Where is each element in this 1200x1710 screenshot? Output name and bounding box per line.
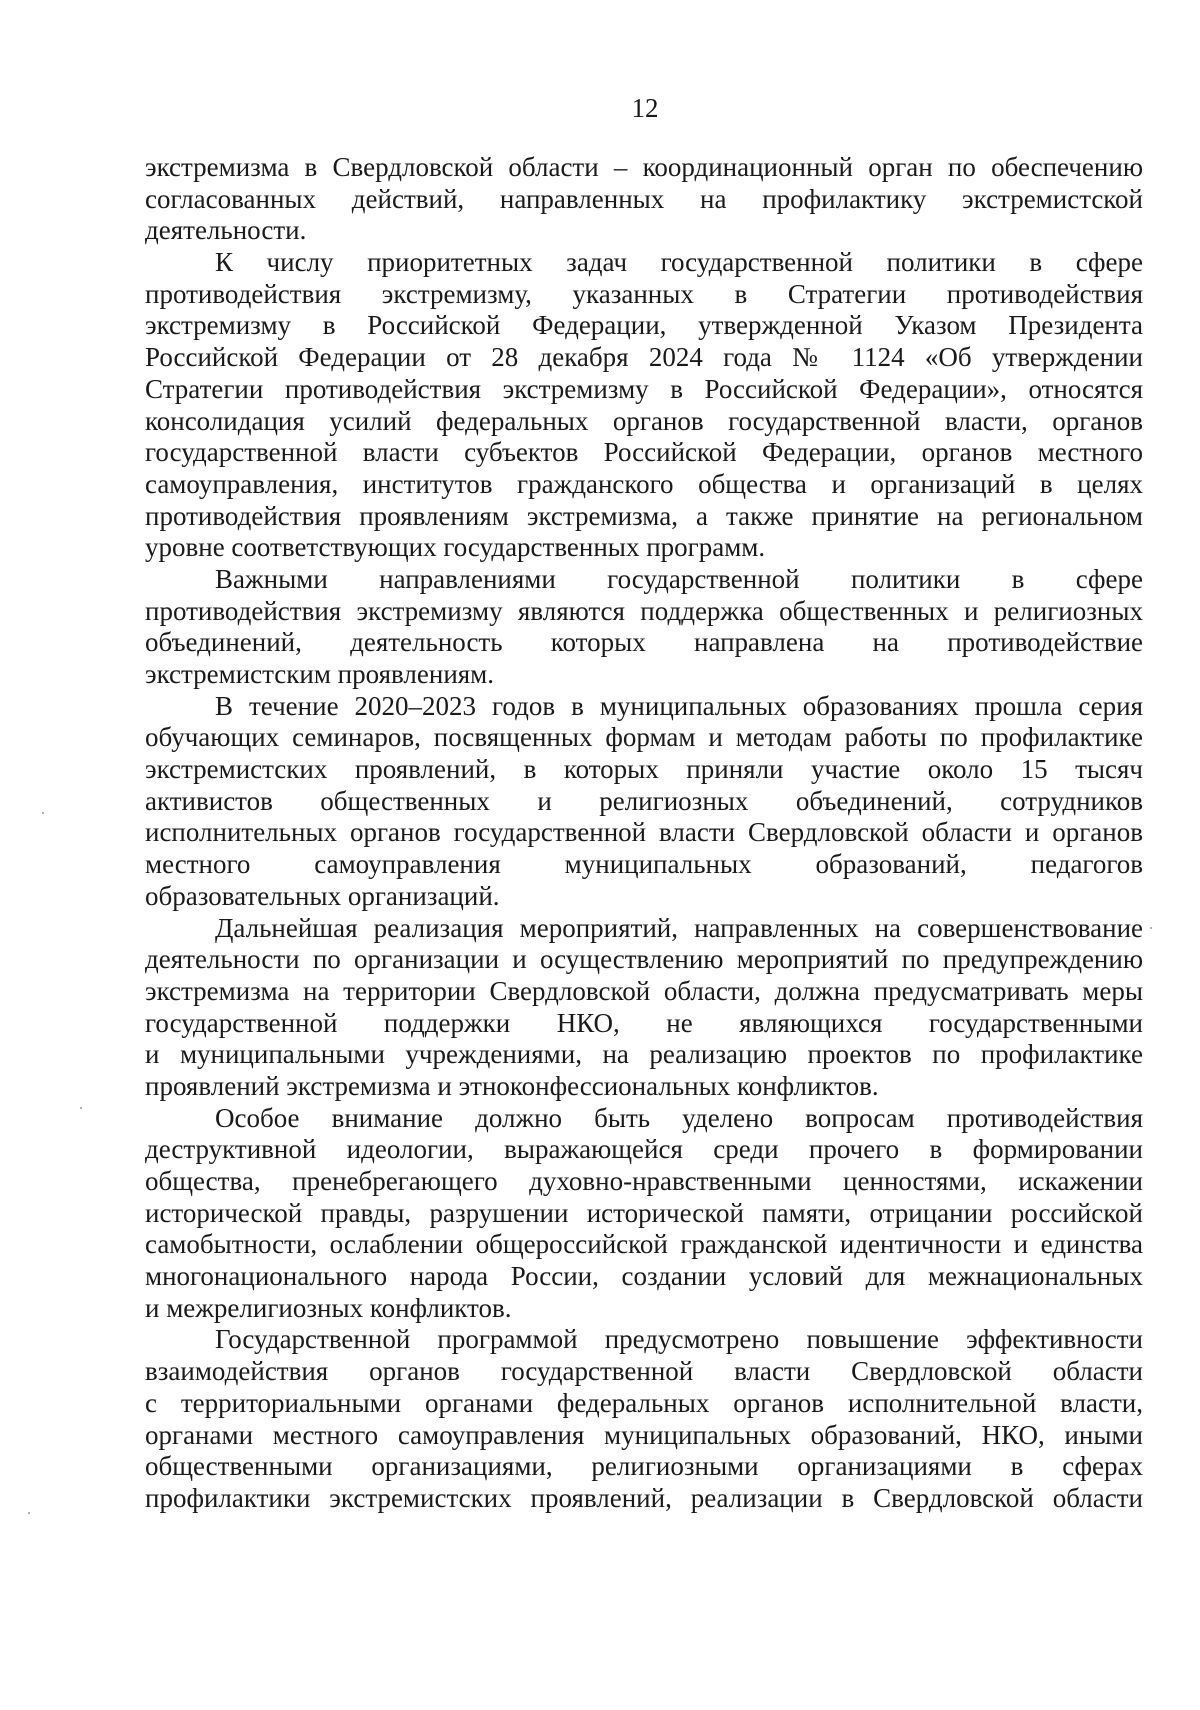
text-line: экстремизму в Российской Федерации, утвержденной Указом Президента [145,310,1143,341]
text-line: органами местного самоуправления муниципальных образований, НКО, иными [145,1419,1143,1450]
text-line: противодействия экстремизму, указанных в Стратегии противодействия [145,278,1143,309]
text-line: общественными организациями, религиозными организациями в сферах [145,1451,1143,1482]
page-number: 12 [631,93,659,123]
text-line: местного самоуправления муниципальных образований, педагогов [145,849,1143,880]
paragraph-3 [145,564,1143,691]
text-line: государственной власти субъектов Российской Федерации, органов местного [145,437,1143,468]
paragraph-6 [145,1103,1143,1325]
text-line: К числу приоритетных задач государственной политики в сфере [215,247,1143,278]
text-line: Российской Федерации от 28 декабря 2024 года № 1124 «Об утверждении [145,342,1143,373]
text-line: Дальнейшая реализация мероприятий, направленных на совершенствование [215,912,1143,943]
text-line: деструктивной идеологии, выражающейся среди прочего в формировании [145,1134,1143,1165]
text-line: Государственной программой предусмотрено повышение эффективности [215,1324,1143,1355]
text-line: уровне соответствующих государственных программ. [145,532,766,563]
text-line: Важными направлениями государственной политики в сфере [215,563,1143,594]
text-line: деятельности. [145,215,307,246]
text-line: экстремизма на территории Свердловской области, должна предусматривать меры [145,975,1143,1006]
text-line: экстремистских проявлений, в которых приняли участие около 15 тысяч [145,754,1143,785]
text-line: Особое внимание должно быть уделено вопросам противодействия [215,1102,1143,1133]
text-line: Стратегии противодействия экстремизму в Российской Федерации», относятся [145,373,1143,404]
text-line: исторической правды, разрушении исторической памяти, отрицании российской [145,1197,1143,1228]
scan-speck [1150,927,1152,929]
document-body [145,152,1143,1515]
scan-speck [42,812,44,814]
paragraph-4 [145,691,1143,913]
text-line: с территориальными органами федеральных органов исполнительной власти, [145,1387,1143,1418]
paragraph-5 [145,913,1143,1103]
scan-speck [80,1107,82,1109]
text-line: согласованных действий, направленных на профилактику экстремистской [145,183,1143,214]
text-line: исполнительных органов государственной власти Свердловской области и органов [145,817,1143,848]
text-line: самобытности, ослаблении общероссийской гражданской идентичности и единства [145,1229,1143,1260]
text-line: самоуправления, институтов гражданского общества и организаций в целях [145,468,1143,499]
text-line: проявлений экстремизма и этноконфессиональных конфликтов. [145,1070,879,1101]
text-line: многонационального народа России, создании условий для межнациональных [145,1261,1143,1292]
text-line: образовательных организаций. [145,880,500,911]
text-line: В течение 2020–2023 годов в муниципальных образованиях прошла серия [215,690,1143,721]
text-line: и муниципальными учреждениями, на реализацию проектов по профилактике [145,1039,1143,1070]
paragraph-1 [145,152,1143,247]
text-line: консолидация усилий федеральных органов государственной власти, органов [145,405,1143,436]
text-line: экстремистским проявлениям. [145,659,495,689]
scan-speck [28,1512,30,1514]
text-line: экстремизма в Свердловской области – координационный орган по обеспечению [145,152,1143,182]
text-line: профилактики экстремистских проявлений, реализации в Свердловской области [145,1482,1143,1513]
text-line: обучающих семинаров, посвященных формам и методам работы по профилактике [145,722,1143,753]
text-line: государственной поддержки НКО, не являющихся государственными [145,1007,1143,1038]
paragraph-7 [145,1324,1143,1514]
text-line: активистов общественных и религиозных объединений, сотрудников [145,785,1143,816]
paragraph-2 [145,247,1143,564]
text-line: общества, пренебрегающего духовно-нравственными ценностями, искажении [145,1166,1143,1196]
text-line: противодействия экстремизму являются поддержка общественных и религиозных [145,595,1143,626]
text-line: и межрелигиозных конфликтов. [145,1292,512,1323]
text-line: противодействия проявлениям экстремизма, а также принятие на региональном [145,500,1143,531]
text-line: объединений, деятельность которых направлена на противодействие [145,627,1143,658]
text-line: взаимодействия органов государственной власти Свердловской области [145,1356,1143,1387]
text-line: деятельности по организации и осуществлению мероприятий по предупреждению [145,944,1143,975]
